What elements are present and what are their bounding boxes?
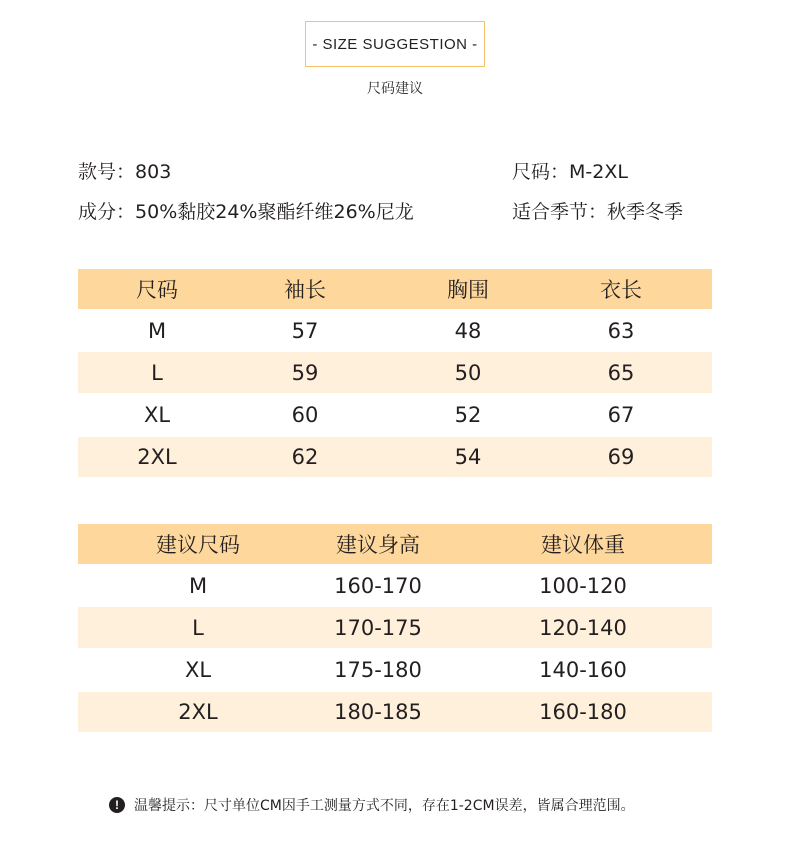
material [78, 197, 414, 224]
season [512, 197, 683, 224]
exclamation-icon: ! [109, 797, 125, 813]
table-cell: 140-160 [539, 658, 627, 682]
size-table-header-cell: 尺码 [136, 278, 178, 302]
style-number-label: 款号： [78, 161, 136, 183]
size-table-header-cell: 胸围 [447, 278, 489, 302]
table-cell: XL [184, 658, 212, 682]
size-table [78, 269, 712, 477]
table-cell: 2XL [137, 445, 177, 469]
table-cell: L [192, 615, 204, 640]
table-cell: 57 [291, 318, 319, 343]
table-cell: 2XL [178, 700, 218, 724]
table-row [78, 437, 712, 477]
size-range-value: M-2XL [569, 161, 628, 183]
size-range [512, 157, 628, 184]
season-value: 秋季冬季 [607, 201, 684, 223]
suggest-table-header-cell: 建议体重 [541, 533, 625, 557]
table-cell: 175-180 [334, 658, 422, 682]
table-cell: 180-185 [334, 700, 422, 724]
style-number-value: 803 [135, 161, 172, 183]
table-row [78, 309, 712, 352]
footer-text: 温馨提示：尺寸单位CM因手工测量方式不同，存在1-2CM误差，皆属合理范围。 [134, 798, 635, 814]
table-cell: 65 [607, 360, 635, 385]
table-cell: M [188, 573, 208, 598]
footer-note [109, 795, 635, 815]
table-cell: 59 [291, 360, 319, 385]
table-cell: 100-120 [539, 573, 627, 598]
table-cell: 160-170 [334, 573, 422, 598]
size-table-header-cell: 衣长 [600, 278, 642, 302]
suggest-table [78, 524, 712, 732]
table-cell: XL [143, 403, 171, 427]
table-row [78, 692, 712, 732]
suggest-table-header-cell: 建议身高 [336, 533, 420, 557]
suggest-table-header [78, 524, 712, 564]
table-cell: 160-180 [539, 700, 627, 724]
table-cell: 120-140 [539, 615, 627, 640]
table-cell: 60 [291, 403, 319, 427]
season-label: 适合季节： [512, 201, 608, 223]
table-row [78, 352, 712, 393]
table-cell: 63 [607, 318, 635, 343]
table-cell: 67 [607, 403, 635, 427]
table-row [78, 648, 712, 692]
size-table-header [78, 269, 712, 309]
material-label: 成分： [78, 201, 136, 223]
table-row [78, 564, 712, 607]
table-row [78, 607, 712, 648]
table-cell: M [147, 318, 167, 343]
table-cell: 170-175 [334, 615, 422, 640]
table-row [78, 393, 712, 437]
table-cell: 62 [291, 445, 319, 469]
table-cell: 48 [454, 318, 482, 343]
suggest-table-header-cell: 建议尺码 [156, 533, 240, 557]
table-cell: L [151, 360, 163, 385]
material-value: 50%黏胶24%聚酯纤维26%尼龙 [135, 201, 414, 223]
style-number [78, 157, 171, 184]
table-cell: 52 [454, 403, 482, 427]
section-title: - SIZE SUGGESTION - [305, 21, 485, 67]
size-range-label: 尺码： [512, 161, 570, 183]
table-cell: 54 [454, 445, 482, 469]
size-table-header-cell: 袖长 [284, 278, 326, 302]
table-cell: 69 [607, 445, 635, 469]
table-cell: 50 [454, 360, 482, 385]
section-subtitle: 尺码建议 [367, 81, 423, 97]
